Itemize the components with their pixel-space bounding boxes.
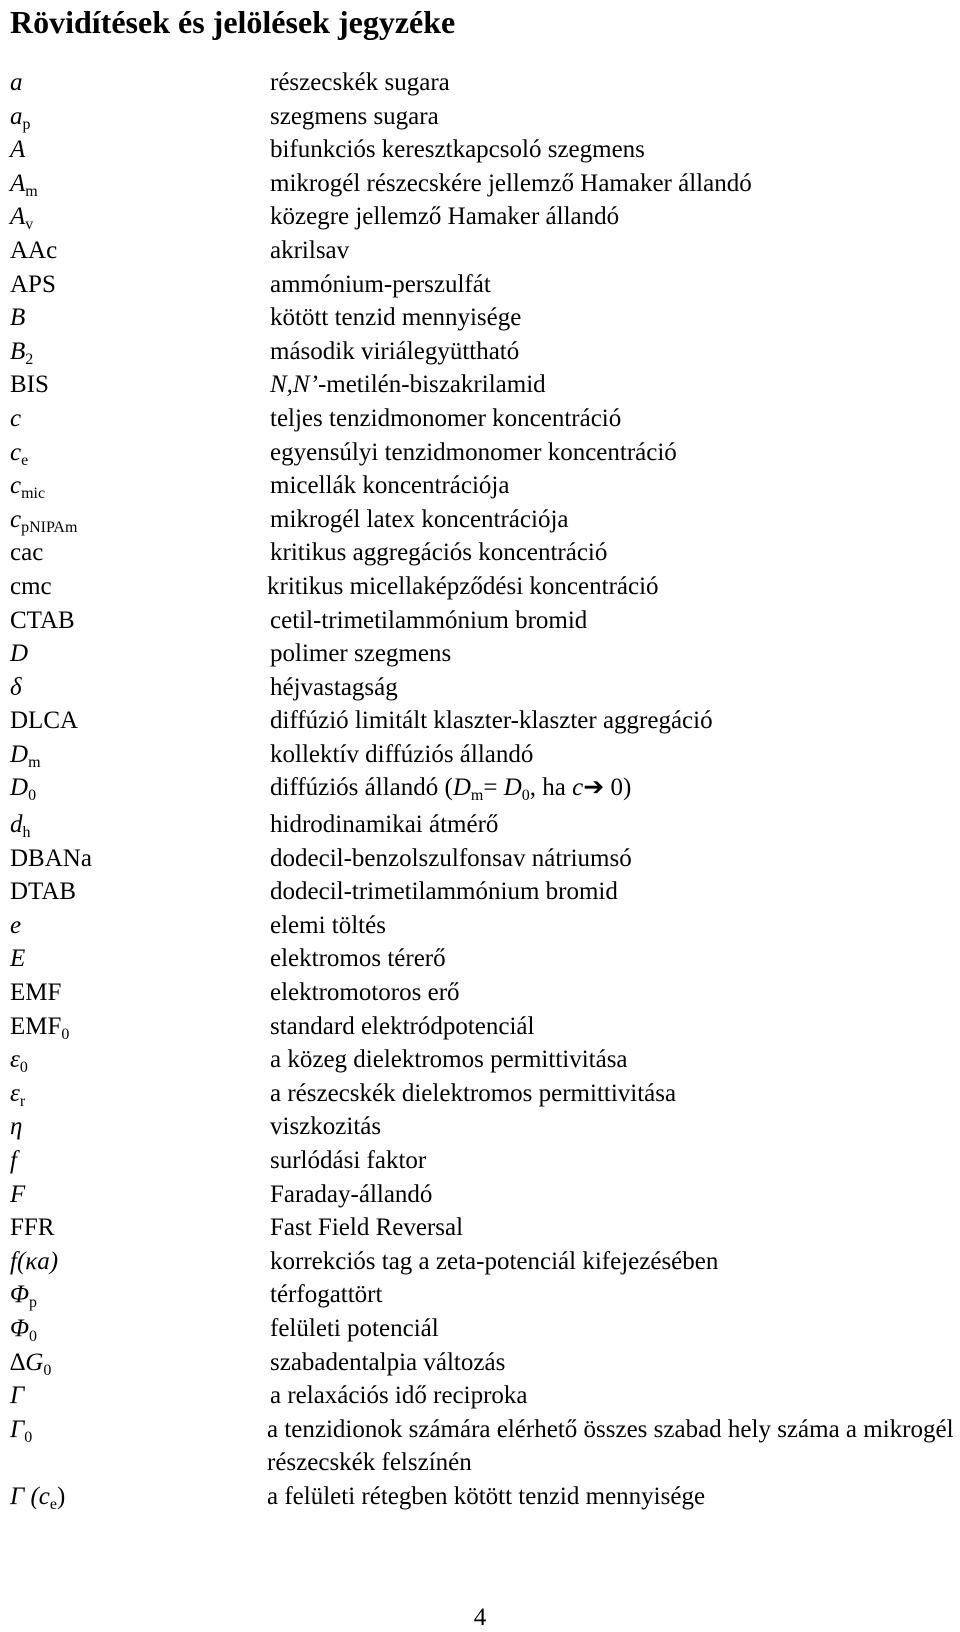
list-item [10, 704, 960, 738]
arrow-right-icon: ➔ [583, 774, 605, 802]
definition: szegmens sugara [270, 102, 439, 130]
symbol: $D_0$ [10, 774, 37, 805]
list-item [10, 604, 960, 638]
definition: egyensúlyi tenzidmonomer koncentráció [270, 438, 677, 466]
definition: polimer szegmens [270, 640, 452, 668]
symbol: B [10, 304, 26, 332]
list-item [10, 436, 960, 470]
list-item [10, 200, 960, 234]
symbol: cmc [10, 572, 52, 600]
symbol: CTAB [10, 606, 75, 634]
list-item [10, 909, 960, 943]
symbol: D [10, 640, 29, 668]
list-item [10, 268, 960, 302]
definition: diffúziós állandó ($D_m= D_0$, ha c➔ 0) [270, 774, 632, 805]
list-item [10, 808, 960, 842]
list-item [10, 671, 960, 705]
list-item [10, 1211, 960, 1245]
symbol: η [10, 1113, 23, 1141]
definition: dodecil-benzolszulfonsav nátriumsó [270, 844, 632, 872]
definition: mikrogél részecskére jellemző Hamaker állandó [270, 169, 752, 197]
list-item [10, 1245, 960, 1279]
symbol: DTAB [10, 878, 77, 906]
list-item [10, 133, 960, 167]
definition: dodecil-trimetilammónium bromid [270, 878, 618, 906]
symbol: a [10, 69, 23, 96]
definition: a relaxációs idő reciproka [270, 1382, 528, 1410]
definition: Fast Field Reversal [270, 1214, 464, 1242]
definition: kollektív diffúziós állandó [270, 740, 534, 768]
list-item [10, 66, 960, 100]
definition: közegre jellemző Hamaker állandó [270, 203, 620, 231]
list-item [10, 1144, 960, 1178]
symbol: EMF [10, 979, 62, 1007]
list-item [10, 301, 960, 335]
list-item [10, 368, 960, 402]
definition: a tenzidionok számára elérhető összes szabad hely száma a mikrogél részecskék felszínén [267, 1415, 954, 1477]
symbol: f [10, 1147, 17, 1174]
definition: bifunkciós keresztkapcsoló szegmens [270, 136, 645, 164]
definition: akrilsav [270, 236, 350, 264]
definition: N,N’-metilén-biszakrilamid [270, 371, 546, 399]
definition: héjvastagság [270, 673, 398, 701]
definition: elemi töltés [270, 911, 386, 939]
list-item [10, 100, 960, 134]
definition: surlódási faktor [270, 1147, 427, 1174]
list-item [10, 1413, 960, 1480]
symbol: cac [10, 539, 44, 567]
list-item [10, 503, 960, 537]
symbol: $\varepsilon_0$ [10, 1046, 28, 1077]
list-item [10, 1110, 960, 1144]
list-item [10, 1379, 960, 1413]
symbol: $A_m$ [10, 169, 38, 200]
symbol: DLCA [10, 707, 79, 735]
definition: szabadentalpia változás [270, 1348, 506, 1376]
definition: kritikus aggregációs koncentráció [270, 539, 608, 567]
list-item [10, 1480, 960, 1514]
page-title: Rövidítések és jelölések jegyzéke [10, 4, 456, 40]
list-item [10, 738, 960, 772]
symbol: F [10, 1180, 26, 1208]
list-item [10, 942, 960, 976]
definition: részecskék sugara [270, 69, 450, 96]
definition: Faraday-állandó [270, 1180, 433, 1208]
symbol: $B_2$ [10, 337, 34, 368]
symbol: BIS [10, 371, 49, 399]
list-item [10, 1346, 960, 1380]
list-item [10, 1312, 960, 1346]
definition: mikrogél latex koncentrációja [270, 505, 569, 533]
list-item [10, 1010, 960, 1044]
symbol: $A_v$ [10, 203, 34, 234]
symbol: $a_p$ [10, 102, 31, 133]
symbol: $\Phi_p$ [10, 1281, 38, 1312]
list-item [10, 234, 960, 268]
symbol: e [10, 911, 22, 939]
symbol: $EMF_0$ [10, 1012, 70, 1043]
definition: második viriálegyüttható [270, 337, 520, 365]
symbol: AAc [10, 236, 58, 264]
symbol: $\Phi_0$ [10, 1314, 38, 1345]
symbol: $c_{pNIPAm}$ [10, 505, 78, 536]
symbol: $c_e$ [10, 438, 29, 469]
definition: micellák koncentrációja [270, 472, 510, 500]
definition: térfogattört [270, 1281, 383, 1309]
definition: cetil-trimetilammónium bromid [270, 606, 588, 634]
list-item [10, 536, 960, 570]
definition: korrekciós tag a zeta-potenciál kifejezésében [270, 1247, 719, 1275]
definition: viszkozitás [270, 1113, 382, 1141]
symbol: FFR [10, 1214, 55, 1242]
list-item [10, 771, 960, 808]
list-item [10, 335, 960, 369]
list-item [10, 167, 960, 201]
symbol: Γ [10, 1382, 25, 1410]
symbol: E [10, 945, 26, 973]
list-item [10, 875, 960, 909]
symbol: $c_{mic}$ [10, 472, 46, 503]
list-item [10, 402, 960, 436]
list-item [10, 570, 960, 604]
definition: ammónium-perszulfát [270, 270, 491, 298]
definition: kritikus micellaképződési koncentráció [267, 572, 659, 600]
symbol: APS [10, 270, 56, 298]
abbreviation-list [10, 66, 960, 1514]
symbol: δ [10, 673, 22, 701]
definition: elektromotoros erő [270, 979, 460, 1007]
definition: a közeg dielektromos permittivitása [270, 1046, 628, 1074]
symbol: $D_m$ [10, 740, 41, 771]
list-item [10, 1043, 960, 1077]
symbol: f(κa) [10, 1247, 59, 1275]
definition: kötött tenzid mennyisége [270, 304, 522, 332]
definition: a felületi rétegben kötött tenzid mennyisége [267, 1482, 706, 1510]
symbol: DBANa [10, 844, 92, 872]
page-number: 4 [473, 1604, 487, 1631]
list-item [10, 976, 960, 1010]
list-item [10, 469, 960, 503]
symbol: $\Gamma_0$ [10, 1415, 33, 1446]
definition: standard elektródpotenciál [270, 1012, 535, 1040]
symbol: $\Delta G_0$ [10, 1348, 52, 1379]
symbol: $\varepsilon_r$ [10, 1079, 26, 1110]
symbol: A [10, 136, 26, 164]
definition: a részecskék dielektromos permittivitása [270, 1079, 677, 1107]
symbol: c [10, 404, 22, 432]
definition: felületi potenciál [270, 1314, 439, 1342]
list-item [10, 1178, 960, 1212]
definition: elektromos térerő [270, 945, 446, 973]
symbol: Γ $(c_e)$ [10, 1482, 66, 1513]
definition: teljes tenzidmonomer koncentráció [270, 404, 622, 432]
list-item [10, 842, 960, 876]
list-item [10, 637, 960, 671]
definition: hidrodinamikai átmérő [270, 811, 499, 839]
list-item [10, 1278, 960, 1312]
symbol: $d_h$ [10, 811, 31, 842]
list-item [10, 1077, 960, 1111]
definition: diffúzió limitált klaszter-klaszter aggregáció [270, 707, 713, 735]
